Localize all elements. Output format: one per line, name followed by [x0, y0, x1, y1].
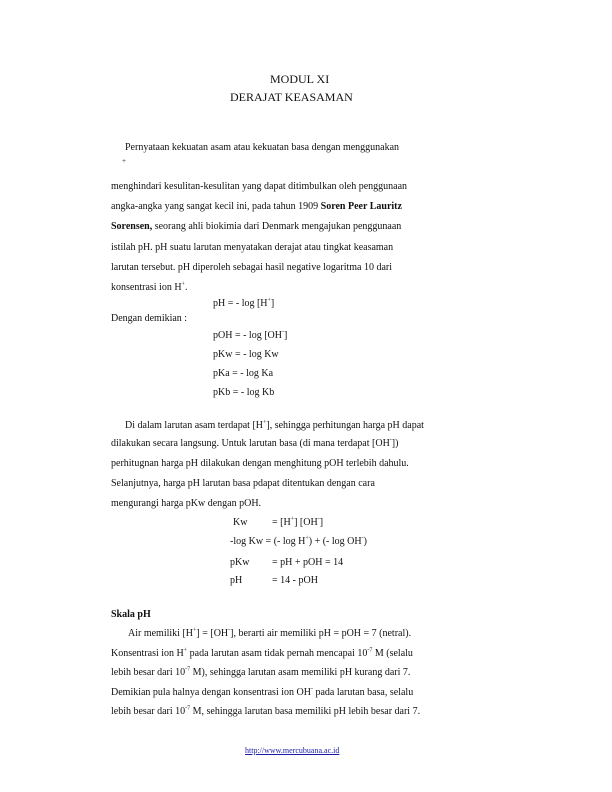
formula-poh-end: ]: [283, 330, 288, 341]
eq-row-1-left: Kw: [233, 517, 248, 528]
skala-line-4-sup: -: [310, 686, 313, 693]
skala-line-2-sup2: -7: [367, 647, 373, 654]
intro-line-1: Pernyataan kekuatan asam atau kekuatan basa dengan menggunakan: [125, 142, 400, 153]
intro-line-7: [111, 282, 187, 294]
module-label: MODUL XI: [270, 72, 330, 86]
para2-line-2-sup: -: [389, 437, 392, 444]
dengan-demikian: Dengan demikian :: [111, 313, 188, 324]
intro-marker: +: [122, 157, 126, 165]
skala-line-3-b: M), sehingga larutan asam memiliki pH kurang dari 7.: [190, 667, 411, 678]
eq-row-3-left: pKw: [230, 557, 250, 568]
eq-row-1-mid: ] [OH: [294, 517, 318, 528]
para2-line-5: mengurangi harga pKw dengan pOH.: [111, 498, 262, 509]
author-name: Soren Peer Lauritz: [320, 201, 402, 212]
skala-line-2-c: M (selalu: [372, 648, 413, 659]
skala-line-1-sup2: -: [228, 627, 231, 634]
eq-row-3-right: = pH + pOH = 14: [272, 557, 344, 568]
skala-line-2-sup: +: [183, 647, 188, 654]
eq-row-2-c: ): [363, 536, 367, 547]
intro-line-2: menghindari kesulitan-kesulitan yang dapat ditimbulkan oleh penggunaan: [111, 181, 408, 192]
eq-row-2-b: ) + (- log OH: [308, 536, 362, 547]
formula-poh: [213, 330, 287, 342]
formula-ph-text: pH = - log [H: [213, 298, 268, 309]
formula-ph-sup: +: [267, 297, 271, 304]
para2-line-2-a: dilakukan secara langsung. Untuk larutan basa (di mana terdapat [OH: [111, 438, 390, 449]
skala-line-4-b: pada larutan basa, selalu: [312, 687, 414, 698]
skala-line-4: [111, 687, 413, 699]
eq-row-2-a: -log Kw = (- log H: [230, 536, 306, 547]
para2-line-2-b: ]): [391, 438, 399, 449]
intro-line-6: larutan tersebut. pH diperoleh sebagai hasil negative logaritma 10 dari: [111, 262, 393, 273]
formula-poh-text: pOH = - log [OH: [213, 330, 282, 341]
intro-line-7-end: .: [184, 282, 188, 293]
skala-line-2-b: pada larutan asam tidak pernah mencapai 10: [187, 648, 368, 659]
skala-line-1-sup1: +: [193, 627, 197, 634]
section-heading-skala: Skala pH: [111, 609, 151, 620]
skala-line-3: [111, 667, 410, 679]
author-name-2: Sorensen,: [111, 221, 153, 232]
para2-line-1-sup: +: [263, 419, 267, 426]
para2-line-2: [111, 438, 398, 450]
para2-line-3: perhitugnan harga pH dilakukan dengan menghitung pOH terlebih dahulu.: [111, 458, 409, 469]
skala-line-2-a: Konsentrasi ion H: [111, 648, 184, 659]
skala-line-4-a: Demikian pula halnya dengan konsentrasi ion OH: [111, 687, 311, 698]
intro-line-3-text: angka-angka yang sangat kecil ini, pada tahun 1909: [111, 201, 319, 212]
para2-line-4: Selanjutnya, harga pH larutan basa pdapat ditentukan dengan cara: [111, 478, 375, 489]
formula-ph-end: ]: [270, 298, 275, 309]
intro-line-7-text: konsentrasi ion H: [111, 282, 182, 293]
intro-line-7-sup: +: [181, 281, 185, 288]
eq-row-1-sup2: -: [317, 516, 320, 523]
formula-pka: pKa = - log Ka: [213, 368, 274, 379]
eq-row-2-sup2: -: [361, 535, 364, 542]
para2-line-1-b: ], sehingga perhitungan harga pH dapat: [266, 420, 424, 431]
formula-pkw: pKw = - log Kw: [213, 349, 279, 360]
footer-link[interactable]: http://www.mercubuana.ac.id: [245, 746, 340, 755]
eq-row-4-left: pH: [230, 575, 243, 586]
formula-ph: [213, 298, 274, 310]
formula-poh-sup: -: [281, 329, 284, 336]
formula-pkb: pKb = - log Kb: [213, 387, 275, 398]
skala-line-3-sup: -7: [185, 666, 191, 673]
skala-line-5-sup: -7: [185, 705, 191, 712]
skala-line-1: [128, 628, 411, 640]
eq-row-1-right: [272, 517, 323, 529]
skala-line-5-a: lebih besar dari 10: [111, 706, 186, 717]
skala-line-5-b: M, sehingga larutan basa memiliki pH lebih besar dari 7.: [190, 706, 421, 717]
intro-line-3: [111, 201, 402, 213]
skala-line-1-c: ], berarti air memiliki pH = pOH = 7 (netral).: [230, 628, 412, 639]
eq-row-4-right: = 14 - pOH: [272, 575, 318, 586]
skala-line-3-a: lebih besar dari 10: [111, 667, 186, 678]
eq-row-1-sup1: +: [290, 516, 295, 523]
intro-line-4-text: seorang ahli biokimia dari Denmark mengajukan penggunaan: [154, 221, 402, 232]
skala-line-5: [111, 706, 420, 718]
eq-row-2: [230, 536, 367, 548]
para2-line-1-a: Di dalam larutan asam terdapat [H: [125, 420, 263, 431]
skala-line-1-a: Air memiliki [H: [128, 628, 193, 639]
eq-row-1-end: ]: [319, 517, 324, 528]
skala-line-1-b: ] = [OH: [196, 628, 229, 639]
intro-line-4: [111, 221, 401, 233]
eq-row-1-a: = [H: [272, 517, 291, 528]
skala-line-2: [111, 648, 413, 660]
eq-row-2-sup1: +: [305, 535, 309, 542]
para2-line-1: [125, 420, 424, 432]
page-title: DERAJAT KEASAMAN: [230, 90, 353, 104]
intro-line-5: istilah pH. pH suatu larutan menyatakan derajat atau tingkat keasaman: [111, 242, 394, 253]
